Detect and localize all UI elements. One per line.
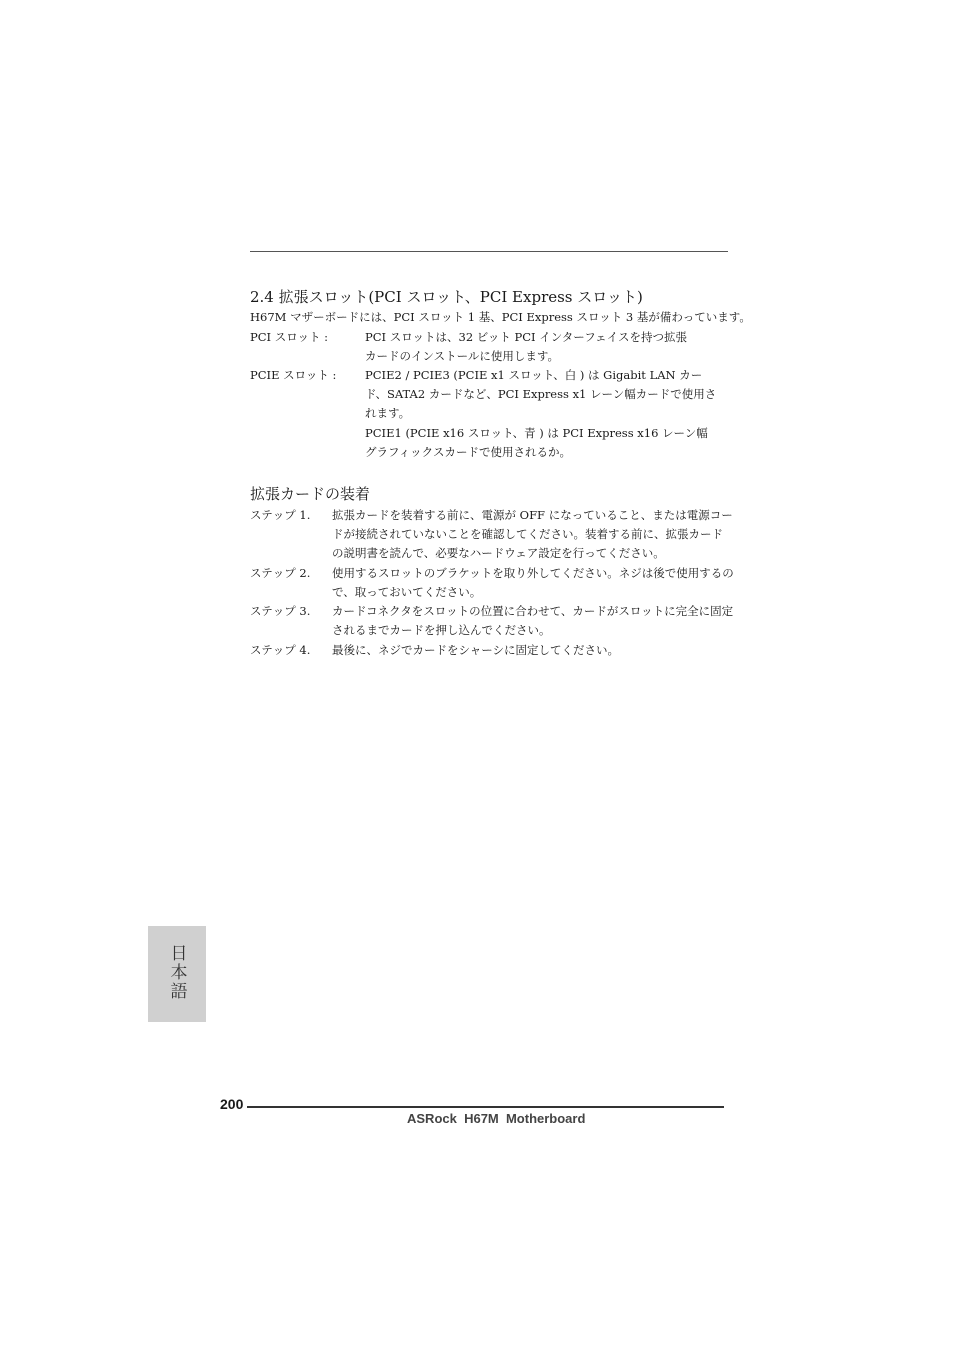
pci-desc-line: カードのインストールに使用します。: [365, 349, 560, 363]
footer-title: ASRock H67M Motherboard: [407, 1111, 586, 1126]
top-rule: [250, 251, 728, 252]
pcie-desc-line: グラフィックスカードで使用されるか。: [365, 445, 571, 459]
step-label: ステップ 3.: [250, 604, 311, 618]
step-label: ステップ 4.: [250, 643, 311, 657]
page-number: 200: [220, 1096, 244, 1112]
language-tab-label: 日本語: [166, 944, 187, 1001]
step-text-line: ドが接続されていないことを確認してください。装着する前に、拡張カード: [332, 527, 723, 541]
step-label: ステップ 2.: [250, 566, 311, 580]
language-tab: [148, 926, 206, 1022]
pcie-desc-line: ド、SATA2 カードなど、PCI Express x1 レーン幅カードで使用さ: [365, 387, 717, 401]
pci-desc-line: PCI スロットは、32 ビット PCI インターフェイスを持つ拡張: [365, 330, 687, 344]
pcie-desc-line: PCIE1 (PCIE x16 スロット、青 ) は PCI Express x16 レーン幅: [365, 426, 708, 440]
step-text-line: されるまでカードを押し込んでください。: [332, 623, 551, 637]
step-text-line: の説明書を読んで、必要なハードウェア設定を行ってください。: [332, 546, 665, 560]
install-title: 拡張カードの装着: [250, 485, 371, 503]
intro-text: H67M マザーボードには、PCI スロット 1 基、PCI Express スロット 3 基が備わっています。: [250, 310, 751, 324]
step-text-line: で、取っておいてください。: [332, 585, 482, 599]
step-text-line: カードコネクタをスロットの位置に合わせて、カードがスロットに完全に固定: [332, 604, 734, 618]
step-label: ステップ 1.: [250, 508, 311, 522]
step-text-line: 使用するスロットのブラケットを取り外してください。ネジは後で使用するの: [332, 566, 734, 580]
section-title: 2.4 拡張スロット(PCI スロット、PCI Express スロット): [250, 288, 643, 306]
footer-rule: [247, 1106, 724, 1108]
pcie-label: PCIE スロット :: [250, 368, 337, 382]
step-text-line: 最後に、ネジでカードをシャーシに固定してください。: [332, 643, 620, 657]
pcie-desc-line: れます。: [365, 406, 411, 420]
pcie-desc-line: PCIE2 / PCIE3 (PCIE x1 スロット、白 ) は Gigabit LAN カー: [365, 368, 703, 382]
pci-label: PCI スロット :: [250, 330, 329, 344]
step-text-line: 拡張カードを装着する前に、電源が OFF になっていること、または電源コー: [332, 508, 733, 522]
